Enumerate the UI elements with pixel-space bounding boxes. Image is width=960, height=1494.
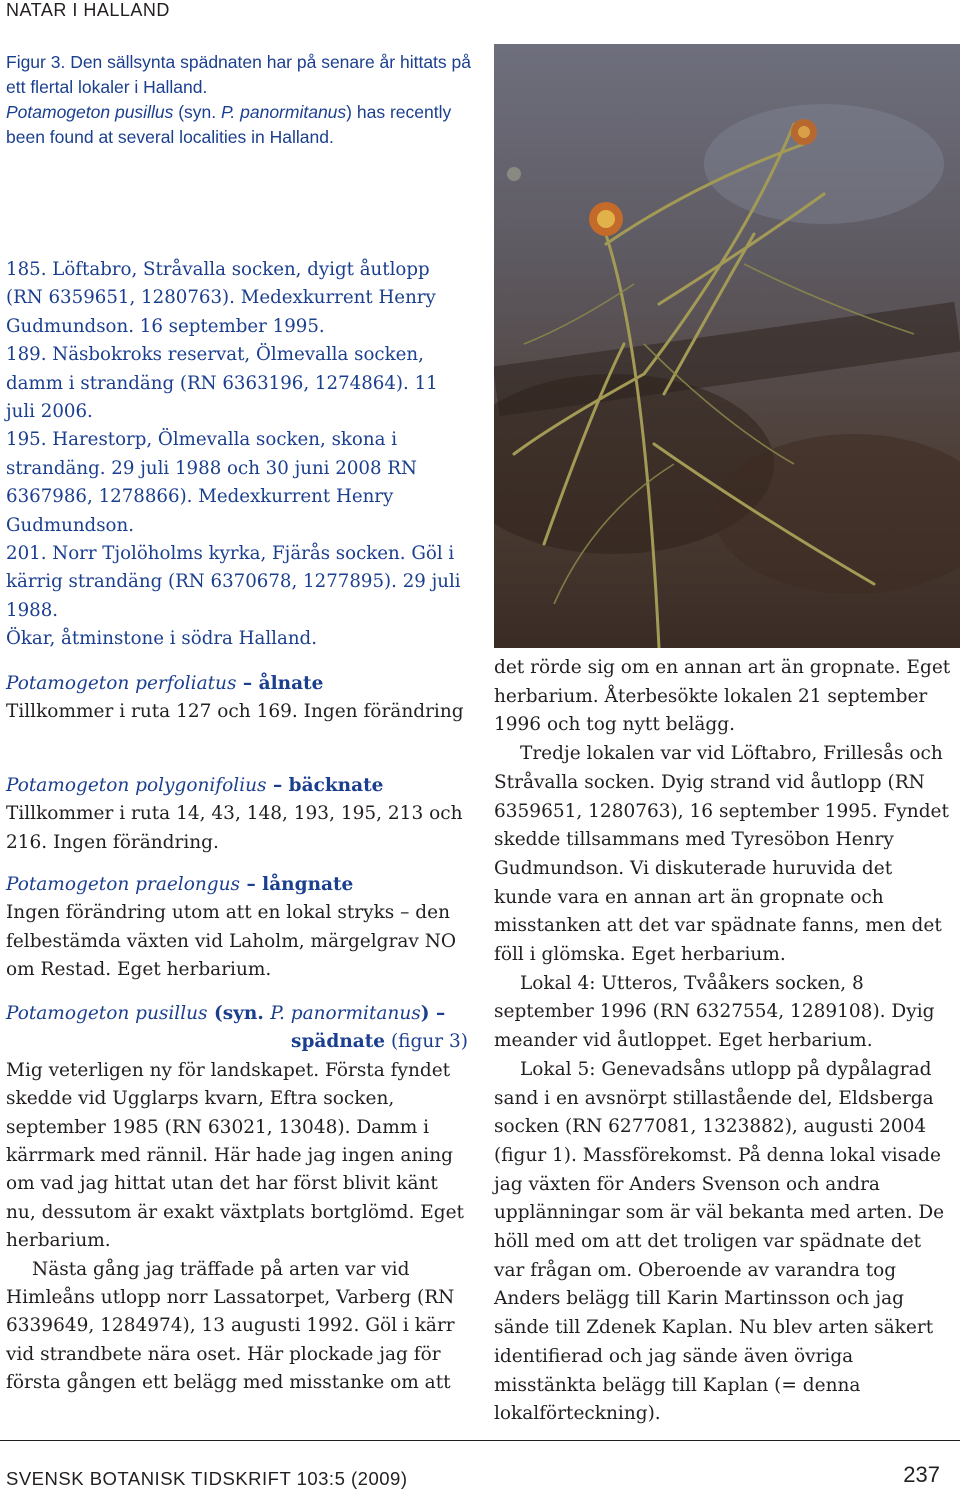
paragraph: Lokal 4: Utteros, Tvååkers socken, 8 september 1996 (RN 6327554, 1289108). Dyig meander vid åutloppet. Eget herbarium.	[494, 972, 935, 1052]
species-heading: Potamogeton praelongus – långnate	[6, 874, 354, 895]
figure-3-photo	[494, 44, 960, 648]
list-item: 195. Harestorp, Ölmevalla socken, skona i strandäng. 29 juli 1988 och 30 juni 2008 RN 6367986, 1278866). Medexkurrent Henry Gudmundson.	[6, 429, 417, 536]
species-heading: Potamogeton polygonifolius – bäcknate	[6, 775, 384, 796]
species-entry-pusillus	[6, 1000, 468, 1398]
list-item: 189. Näsbokroks reservat, Ölmevalla socken, damm i strandäng (RN 6363196, 1274864). 11 juli 2006.	[6, 344, 438, 423]
species-heading: Potamogeton perfoliatus – ålnate	[6, 673, 324, 694]
footer-divider	[0, 1440, 960, 1441]
caption-english: Potamogeton pusillus (syn. P. panormitanus) has recently been found at several localities in Halland.	[6, 102, 452, 147]
species-text: Nästa gång jag träffade på arten var vid Himleåns utlopp norr Lassatorpet, Varberg (RN 6339649, 1284974), 13 augusti 1992. Göl i kärr vid strandbete nära oset. Här plockade jag för första gången ett belägg med misstanke om att	[6, 1258, 455, 1394]
species-heading: Potamogeton pusillus (syn. P. panormitanus) –	[6, 1003, 446, 1024]
species-text: Mig veterligen ny för landskapet. Första fyndet skedde vid Ugglarps kvarn, Eftra socken, september 1985 (RN 63021, 13048). Damm i kärrmark med rännil. Här hade jag ingen aning om vad jag hittat utan det har först blivit känt nu, dessutom är exakt växtplats bortglömd. Eget herbarium.	[6, 1059, 464, 1252]
locality-list	[6, 256, 468, 654]
page-number: 237	[903, 1462, 940, 1487]
running-header: NATAR I HALLAND	[6, 0, 170, 20]
list-item: 201. Norr Tjolöholms kyrka, Fjärås socken. Göl i kärrig strandäng (RN 6370678, 1277895). 29 juli 1988.	[6, 543, 461, 621]
species-text: Tillkommer i ruta 127 och 169. Ingen förändring	[6, 701, 464, 723]
species-entry-polygonifolius	[6, 772, 468, 857]
figure-caption	[6, 50, 476, 150]
right-column-text	[494, 654, 952, 1429]
pondweed-photo-illustration	[494, 44, 960, 648]
paragraph: det rörde sig om en annan art än gropnate. Eget herbarium. Återbesökte lokalen 21 september 1996 och tog nytt belägg.	[494, 657, 951, 736]
species-entry-praelongus	[6, 871, 468, 985]
species-text: Ingen förändring utom att en lokal stryks – den felbestämda växten vid Laholm, märgelgrav NO om Restad. Eget herbarium.	[6, 902, 457, 981]
caption-swedish: Figur 3. Den sällsynta spädnaten har på senare år hittats på ett flertal lokaler i Halland.	[6, 52, 471, 97]
species-heading-swedish: spädnate (figur 3)	[291, 1031, 468, 1053]
species-entry-perfoliatus	[6, 670, 468, 727]
species-text: Tillkommer i ruta 14, 43, 148, 193, 195, 213 och 216. Ingen förändring.	[6, 803, 463, 853]
journal-footer: SVENSK BOTANISK TIDSKRIFT 103:5 (2009)	[6, 1468, 408, 1489]
paragraph: Lokal 5: Genevadsåns utlopp på dypålagrad sand i en avsnörpt stillastående del, Eldsberga socken (RN 6277081, 1323882), augusti 2004 (figur 1). Massförekomst. På denna lokal visade jag växten för Anders Svenson och andra upplänningar som är väl bekanta med arten. De höll med om att det troligen var spädnate det var frågan om. Oberoende av varandra tog Anders belägg till Karin Martinsson och jag sände till Zdenek Kaplan. Nu blev arten säkert identifierad och jag sände även övriga misstänkta belägg till Kaplan (= denna lokalförteckning).	[494, 1058, 945, 1425]
list-item: 185. Löftabro, Stråvalla socken, dyigt åutlopp (RN 6359651, 1280763). Medexkurrent Henry Gudmundson. 16 september 1995.	[6, 259, 436, 337]
list-item: Ökar, åtminstone i södra Halland.	[6, 628, 317, 650]
paragraph: Tredje lokalen var vid Löftabro, Frillesås och Stråvalla socken. Dyig strand vid åutlopp (RN 6359651, 1280763), 16 september 1995. Fyndet skedde tillsammans med Tyresöbon Henry Gudmundson. Vi diskuterade huruvida det kunde vara en annan art än gropnate och misstanken att det var spädnate fanns, men det föll i glömska. Eget herbarium.	[494, 743, 949, 966]
